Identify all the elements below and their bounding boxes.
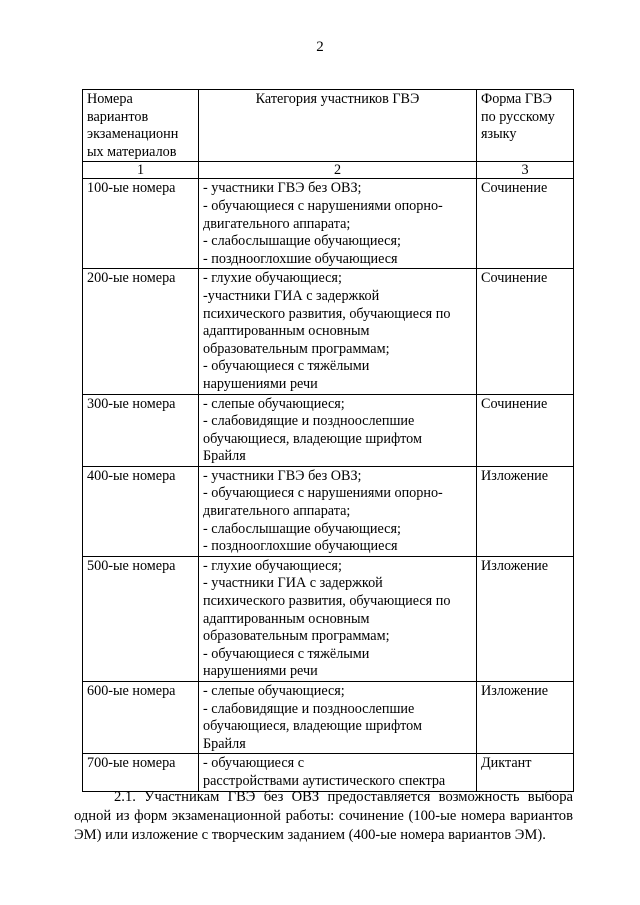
category-line: двигательного аппарата; xyxy=(203,215,351,232)
header-variant-numbers xyxy=(83,90,199,162)
variant-numbers-cell: 100-ые номера xyxy=(83,179,199,269)
category-line: образовательным программам; xyxy=(203,340,390,357)
column-number: 2 xyxy=(199,162,477,179)
category-line: - обучающиеся с нарушениями опорно- xyxy=(203,485,443,502)
category-line: обучающиеся, владеющие шрифтом xyxy=(203,718,422,735)
header-category: Категория участников ГВЭ xyxy=(199,90,477,162)
header-variant-line: ых материалов xyxy=(87,143,177,160)
exam-form-cell: Сочинение xyxy=(477,179,574,269)
category-line: - обучающиеся с нарушениями опорно- xyxy=(203,197,443,214)
category-line: психического развития, обучающиеся по xyxy=(203,305,451,322)
category-cell xyxy=(199,394,477,466)
category-line: -участники ГИА с задержкой xyxy=(203,287,380,304)
exam-form-cell: Сочинение xyxy=(477,269,574,394)
category-line: психического развития, обучающиеся по xyxy=(203,593,451,610)
category-line: - обучающиеся с тяжёлыми xyxy=(203,358,370,375)
table-row xyxy=(83,682,574,754)
table-row xyxy=(83,269,574,394)
category-line: - глухие обучающиеся; xyxy=(203,557,342,574)
category-line: адаптированным основным xyxy=(203,610,370,627)
category-line: расстройствами аутистического спектра xyxy=(203,772,446,789)
category-line: - глухие обучающиеся; xyxy=(203,270,342,287)
variant-numbers-cell: 300-ые номера xyxy=(83,394,199,466)
variant-numbers-cell: 700-ые номера xyxy=(83,754,199,791)
column-number-row xyxy=(83,162,574,179)
category-line: Брайля xyxy=(203,735,246,752)
category-line: - слепые обучающиеся; xyxy=(203,683,345,699)
column-number: 3 xyxy=(477,162,574,179)
exam-form-cell: Изложение xyxy=(477,682,574,754)
header-variant-line: экзаменационн xyxy=(87,126,179,143)
table-row xyxy=(83,394,574,466)
category-cell xyxy=(199,754,477,791)
category-cell xyxy=(199,466,477,556)
category-line: - позднооглохшие обучающиеся xyxy=(203,250,398,267)
header-variant-line: Номера xyxy=(87,91,133,107)
table-row xyxy=(83,179,574,269)
exam-form-cell: Диктант xyxy=(477,754,574,791)
category-line: - слабослышащие обучающиеся; xyxy=(203,233,401,250)
table-body xyxy=(83,179,574,791)
category-line: - участники ГИА с задержкой xyxy=(203,575,383,592)
header-form xyxy=(477,90,574,162)
category-line: - участники ГВЭ без ОВЗ; xyxy=(203,180,362,197)
category-cell xyxy=(199,556,477,681)
category-line: - слабовидящие и поздноослепшие xyxy=(203,413,415,430)
header-form-line: языку xyxy=(481,126,517,143)
category-line: - позднооглохшие обучающиеся xyxy=(203,538,398,555)
exam-variants-table xyxy=(82,89,574,792)
category-line: адаптированным основным xyxy=(203,323,370,340)
exam-form-cell: Изложение xyxy=(477,556,574,681)
category-cell xyxy=(199,269,477,394)
header-row xyxy=(83,90,574,162)
header-variant-line: вариантов xyxy=(87,108,149,125)
category-cell xyxy=(199,682,477,754)
category-line: нарушениями речи xyxy=(203,663,318,680)
variant-numbers-cell: 400-ые номера xyxy=(83,466,199,556)
category-cell xyxy=(199,179,477,269)
category-line: образовательным программам; xyxy=(203,628,390,645)
category-line: - обучающиеся с тяжёлыми xyxy=(203,645,370,662)
exam-form-cell: Изложение xyxy=(477,466,574,556)
table-row xyxy=(83,466,574,556)
column-number: 1 xyxy=(83,162,199,179)
table-row xyxy=(83,754,574,791)
category-line: нарушениями речи xyxy=(203,375,318,392)
variant-numbers-cell: 600-ые номера xyxy=(83,682,199,754)
table-row xyxy=(83,556,574,681)
header-form-line: по русскому xyxy=(481,108,555,125)
category-line: - слабослышащие обучающиеся; xyxy=(203,520,401,537)
category-line: - участники ГВЭ без ОВЗ; xyxy=(203,467,362,484)
paragraph-2-1: 2.1. Участникам ГВЭ без ОВЗ предоставляется возможность выбора одной из форм экзаменационной работы: сочинение (100-ые номера вариантов ЭМ) или изложение с творческим заданием (400-ые номера вариантов ЭМ). xyxy=(74,789,573,843)
category-line: - слепые обучающиеся; xyxy=(203,395,345,412)
category-line: - слабовидящие и поздноослепшие xyxy=(203,700,415,717)
page-number: 2 xyxy=(316,39,324,55)
variant-numbers-cell: 500-ые номера xyxy=(83,556,199,681)
category-line: обучающиеся, владеющие шрифтом xyxy=(203,430,422,447)
variant-numbers-cell: 200-ые номера xyxy=(83,269,199,394)
category-line: - обучающиеся с xyxy=(203,755,305,772)
category-line: Брайля xyxy=(203,448,246,465)
category-line: двигательного аппарата; xyxy=(203,503,351,520)
header-form-line: Форма ГВЭ xyxy=(481,91,552,107)
exam-form-cell: Сочинение xyxy=(477,394,574,466)
